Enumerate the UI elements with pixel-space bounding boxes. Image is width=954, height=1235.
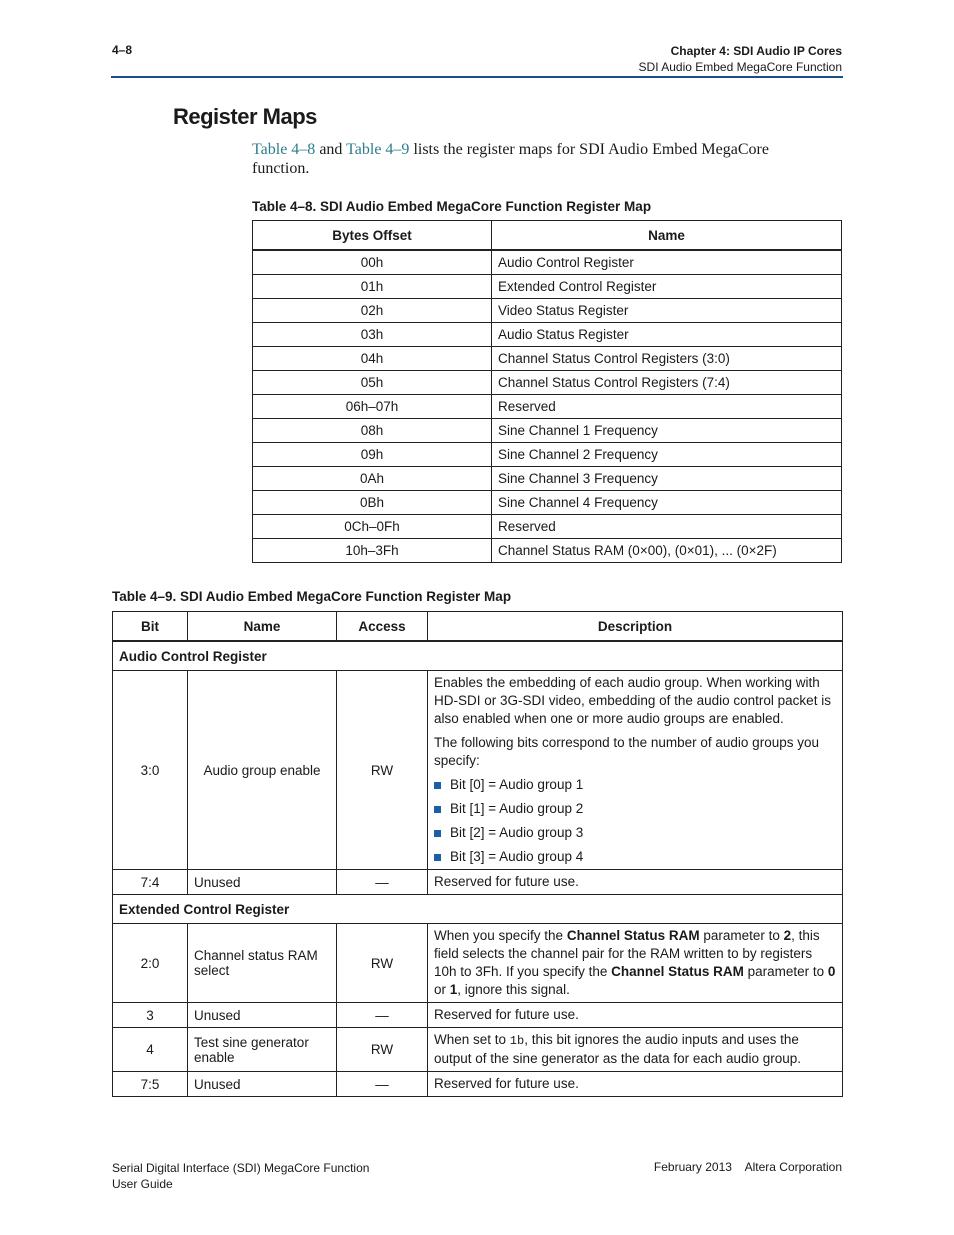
offset-cell: 06h–07h [253, 395, 492, 419]
table-row [253, 419, 842, 443]
access-cell: — [337, 1072, 428, 1097]
table-header-row [113, 612, 843, 642]
offset-cell: 00h [253, 250, 492, 275]
table-row [253, 539, 842, 563]
name-cell: Reserved [492, 515, 842, 539]
desc-text: , this bit ignores the audio inputs and uses the output of the sine generator as the data for each audio group. [434, 1032, 802, 1066]
desc-text: , ignore this signal. [457, 982, 570, 997]
footer-date-company: February 2013 Altera Corporation [653, 1160, 842, 1174]
description-cell: Reserved for future use. [428, 1072, 843, 1097]
access-cell: — [337, 870, 428, 895]
section-audio-control-register: Audio Control Register [113, 641, 843, 671]
footer-left [112, 1160, 369, 1192]
table-row [113, 1028, 843, 1072]
bullet-text: Bit [2] = Audio group 3 [450, 825, 584, 840]
param-value: 1 [449, 982, 458, 997]
bullet-square-icon [434, 830, 441, 837]
name-cell: Audio Status Register [492, 323, 842, 347]
name-cell: Sine Channel 2 Frequency [492, 443, 842, 467]
description-cell: Reserved for future use. [428, 1003, 843, 1028]
bullet-square-icon [434, 854, 441, 861]
param-value: 2 [783, 928, 792, 943]
table-row [113, 924, 843, 1003]
column-header-bit: Bit [113, 612, 188, 642]
name-cell: Channel Status Control Registers (3:0) [492, 347, 842, 371]
name-cell: Sine Channel 3 Frequency [492, 467, 842, 491]
offset-cell: 08h [253, 419, 492, 443]
table-4-9-caption: Table 4–9. SDI Audio Embed MegaCore Function Register Map [112, 589, 512, 604]
footer-doc-subtitle: User Guide [112, 1177, 173, 1191]
bullet-square-icon [434, 806, 441, 813]
table-row [253, 491, 842, 515]
param-name: Channel Status RAM [611, 964, 744, 979]
running-header [639, 43, 842, 75]
bullet-square-icon [434, 782, 441, 789]
desc-text: , this field selects the channel pair for the RAM written to by registers 10h to 3Fh. If you specify the [434, 928, 820, 979]
name-cell: Audio group enable [188, 671, 337, 870]
desc-text: parameter to [699, 928, 784, 943]
table-4-9-link[interactable]: Table 4–9 [346, 141, 410, 158]
section-header: SDI Audio Embed MegaCore Function [638, 60, 842, 74]
column-header-name: Name [188, 612, 337, 642]
offset-cell: 03h [253, 323, 492, 347]
bit-cell: 7:5 [113, 1072, 188, 1097]
name-cell: Sine Channel 1 Frequency [492, 419, 842, 443]
param-name: Channel Status RAM [566, 928, 700, 943]
table-4-8-caption: Table 4–8. SDI Audio Embed MegaCore Function Register Map [252, 199, 652, 214]
table-row [113, 671, 843, 870]
name-cell: Sine Channel 4 Frequency [492, 491, 842, 515]
name-cell: Channel Status RAM (0×00), (0×01), ... (0×2F) [492, 539, 842, 563]
intro-paragraph [252, 140, 812, 178]
chapter-title: Chapter 4: SDI Audio IP Cores [670, 44, 842, 58]
bit-cell: 2:0 [113, 924, 188, 1003]
access-cell: RW [337, 671, 428, 870]
name-cell: Unused [188, 870, 337, 895]
offset-cell: 04h [253, 347, 492, 371]
name-cell: Extended Control Register [492, 275, 842, 299]
table-row [253, 515, 842, 539]
column-header-name: Name [492, 221, 842, 251]
table-row [253, 443, 842, 467]
bullet-item [434, 848, 836, 866]
footer-doc-title: Serial Digital Interface (SDI) MegaCore Function [112, 1161, 370, 1175]
offset-cell: 0Bh [253, 491, 492, 515]
table-row [253, 395, 842, 419]
section-row [113, 641, 843, 671]
offset-cell: 0Ah [253, 467, 492, 491]
column-header-access: Access [337, 612, 428, 642]
name-cell: Unused [188, 1003, 337, 1028]
name-cell: Channel status RAM select [188, 924, 337, 1003]
offset-cell: 0Ch–0Fh [253, 515, 492, 539]
desc-text: or [434, 982, 450, 997]
desc-text: When you specify the [434, 928, 567, 943]
offset-cell: 02h [253, 299, 492, 323]
name-cell: Video Status Register [492, 299, 842, 323]
description-paragraph: Enables the embedding of each audio group. When working with HD-SDI or 3G-SDI video, embedding of the audio control packet is also enabled when one or more audio groups are enabled. [434, 675, 831, 726]
table-row [113, 1072, 843, 1097]
access-cell: — [337, 1003, 428, 1028]
bullet-text: Bit [3] = Audio group 4 [450, 849, 584, 864]
access-cell: RW [337, 924, 428, 1003]
description-cell [428, 671, 843, 870]
table-row [253, 275, 842, 299]
bullet-item [434, 776, 836, 794]
name-cell: Audio Control Register [492, 250, 842, 275]
table-row [253, 347, 842, 371]
bit-cell: 3 [113, 1003, 188, 1028]
param-value: 0 [827, 964, 836, 979]
offset-cell: 05h [253, 371, 492, 395]
column-header-description: Description [428, 612, 843, 642]
bit-cell: 4 [113, 1028, 188, 1072]
name-cell: Test sine generator enable [188, 1028, 337, 1072]
description-cell [428, 1028, 843, 1072]
offset-cell: 09h [253, 443, 492, 467]
name-cell: Channel Status Control Registers (7:4) [492, 371, 842, 395]
table-row [253, 299, 842, 323]
column-header-bytes-offset: Bytes Offset [253, 221, 492, 251]
page-number: 4–8 [112, 43, 133, 57]
bit-cell: 7:4 [113, 870, 188, 895]
access-cell: RW [337, 1028, 428, 1072]
table-row [253, 467, 842, 491]
description-cell [428, 924, 843, 1003]
header-rule [111, 76, 843, 78]
section-row [113, 895, 843, 924]
section-title: Register Maps [173, 104, 317, 129]
bit-cell: 3:0 [113, 671, 188, 870]
code-value: 1b [509, 1034, 525, 1048]
table-row [113, 870, 843, 895]
table-header-row [253, 221, 842, 251]
offset-cell: 10h–3Fh [253, 539, 492, 563]
section-extended-control-register: Extended Control Register [113, 895, 843, 924]
offset-cell: 01h [253, 275, 492, 299]
bullet-text: Bit [1] = Audio group 2 [450, 801, 584, 816]
bullet-text: Bit [0] = Audio group 1 [450, 777, 584, 792]
bullet-item [434, 800, 836, 818]
register-map-table-4-8 [252, 220, 842, 563]
table-row [113, 1003, 843, 1028]
desc-text: parameter to [743, 964, 828, 979]
table-4-8-link[interactable]: Table 4–8 [252, 141, 316, 158]
description-paragraph: The following bits correspond to the number of audio groups you specify: [434, 735, 819, 768]
bullet-item [434, 824, 836, 842]
desc-text: When set to [434, 1032, 510, 1047]
table-row [253, 323, 842, 347]
table-row [253, 250, 842, 275]
register-map-table-4-9 [112, 611, 843, 1097]
name-cell: Reserved [492, 395, 842, 419]
table-row [253, 371, 842, 395]
intro-rest: lists the register maps for SDI Audio Embed MegaCore function. [252, 141, 769, 177]
name-cell: Unused [188, 1072, 337, 1097]
intro-and: and [315, 141, 347, 158]
description-cell: Reserved for future use. [428, 870, 843, 895]
